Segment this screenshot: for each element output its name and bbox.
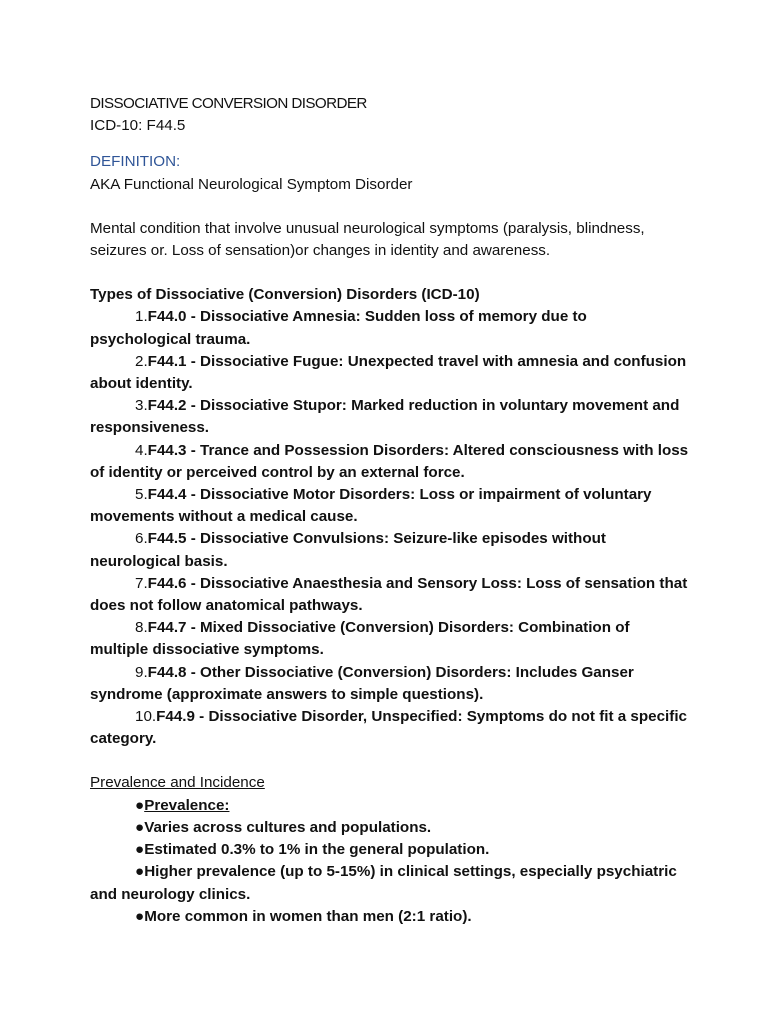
bullet-icon: ● [135,841,145,859]
definition-description: Mental condition that involve unusual neurological symptoms (paralysis, blindness, seizures or. Loss of sensation)or changes in identity and awareness. [90,219,645,260]
icd-code: ICD-10: F44.5 [90,117,186,135]
list-item [90,861,690,905]
list-text: F44.5 - Dissociative Convulsions: Seizure-like episodes without neurological basis. [90,530,606,570]
spacer [90,196,690,218]
list-text: F44.9 - Dissociative Disorder, Unspecified: Symptoms do not fit a specific category. [90,708,687,748]
list-text: F44.7 - Mixed Dissociative (Conversion) Disorders: Combination of multiple dissociative symptoms. [90,619,630,659]
list-item [90,351,690,395]
list-item [90,306,690,350]
list-text: F44.8 - Other Dissociative (Conversion) Disorders: Includes Ganser syndrome (approximate answers to simple questions). [90,663,634,703]
list-number: 2. [135,352,148,370]
list-text: F44.3 - Trance and Possession Disorders: Altered consciousness with loss of identity or perceived control by an external force. [90,441,689,481]
list-item [90,839,690,861]
list-number: 8. [135,619,148,637]
spacer [90,750,690,772]
list-text: F44.6 - Dissociative Anaesthesia and Sensory Loss: Loss of sensation that does not follow anatomical pathways. [90,574,688,615]
list-text: F44.2 - Dissociative Stupor: Marked reduction in voluntary movement and responsiveness. [90,397,680,437]
list-number: 1. [135,308,148,326]
bullet-icon: ● [135,818,145,836]
document-title: DISSOCIATIVE CONVERSION DISORDER [90,95,367,112]
prevalence-heading: Prevalence and Incidence [90,774,265,792]
list-item [90,528,690,572]
list-number: 4. [135,441,148,459]
bullet-icon: ● [135,907,145,925]
list-number: 3. [135,397,148,415]
bullet-text: Estimated 0.3% to 1% in the general population. [144,841,490,859]
spacer [90,262,690,284]
list-item [90,617,690,661]
types-heading: Types of Dissociative (Conversion) Disorders (ICD-10) [90,286,480,304]
list-item [90,906,690,928]
list-item [90,573,690,617]
list-number: 10. [135,708,157,726]
list-number: 9. [135,663,148,681]
list-number: 6. [135,530,148,548]
list-text: F44.0 - Dissociative Amnesia: Sudden loss of memory due to psychological trauma. [90,308,587,348]
list-text: F44.1 - Dissociative Fugue: Unexpected travel with amnesia and confusion about identity. [90,352,687,393]
definition-aka: AKA Functional Neurological Symptom Disorder [90,175,413,193]
list-item [90,817,690,839]
list-item [90,484,690,528]
bullet-text: Higher prevalence (up to 5-15%) in clinical settings, especially psychiatric and neurology clinics. [90,863,677,903]
bullet-text: More common in women than men (2:1 ratio). [144,907,472,925]
list-item [90,440,690,484]
list-number: 7. [135,574,148,592]
list-number: 5. [135,486,148,504]
bullet-text: Varies across cultures and populations. [144,818,432,836]
definition-heading: DEFINITION: [90,153,181,171]
bullet-icon: ● [135,796,145,814]
list-text: F44.4 - Dissociative Motor Disorders: Loss or impairment of voluntary movements without a medical cause. [90,486,652,526]
list-item [90,795,690,817]
list-item [90,662,690,706]
list-item [90,395,690,439]
document-content [90,93,690,928]
prevalence-subheading: Prevalence: [144,796,230,814]
list-item [90,706,690,750]
bullet-icon: ● [135,863,145,881]
